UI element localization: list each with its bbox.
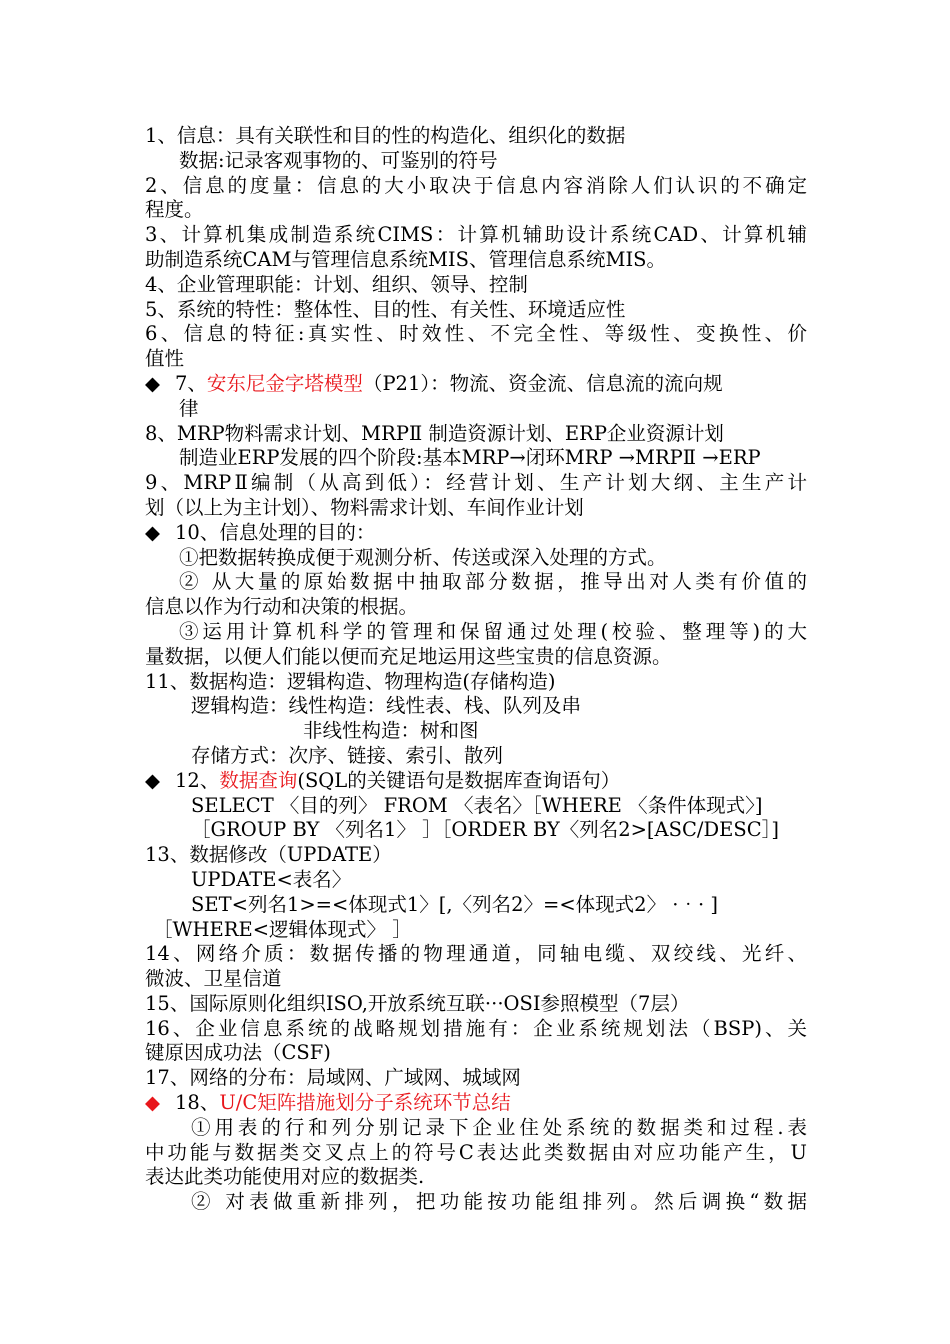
code-line: UPDATE<表名〉 <box>191 867 352 891</box>
text-line: 逻辑构造：线性构造：线性表、栈、队列及串 <box>191 694 582 718</box>
text-line: 信息以作为行动和决策的根据。 <box>145 595 419 619</box>
text-line: 中功能与数据类交叉点上的符号C表达此类数据由对应功能产生，U <box>145 1140 807 1164</box>
text-line: 微波、卫星信道 <box>145 967 282 991</box>
text-line: 键原因成功法（CSF) <box>145 1041 331 1065</box>
text-line: 5、系统的特性：整体性、目的性、有关性、环境适应性 <box>145 297 626 321</box>
text-line: 8、MRP物料需求计划、MRPⅡ 制造资源计划、ERP企业资源计划 <box>145 421 724 445</box>
text-line: 存储方式：次序、链接、索引、散列 <box>191 743 504 767</box>
text-line: 划（以上为主计划）、物料需求计划、车间作业计划 <box>145 495 584 519</box>
text-segment: 7、 <box>175 371 207 395</box>
bullet-line <box>145 1091 807 1116</box>
text-line: ①用表的行和列分别记录下企业住处系统的数据类和过程.表 <box>191 1115 807 1139</box>
text-line: 值性 <box>145 347 185 371</box>
text-line: 3、计算机集成制造系统CIMS：计算机辅助设计系统CAD、计算机辅 <box>145 223 807 247</box>
text-line: ② 对表做重新排列，把功能按功能组排列。然后调换“数据 <box>191 1190 807 1214</box>
text-line: 6、信息的特征:真实性、时效性、不完全性、等级性、变换性、价 <box>145 322 807 346</box>
text-line: 1、信息：具有关联性和目的性的构造化、组织化的数据 <box>145 124 626 147</box>
text-line: 4、企业管理职能：计划、组织、领导、控制 <box>145 272 528 296</box>
text-line: 律 <box>179 396 199 420</box>
highlighted-term: 数据查询 <box>219 768 298 792</box>
highlighted-term: 安东尼金字塔模型 <box>206 371 363 395</box>
code-line: SELECT 〈目的列〉 FROM 〈表名〉［WHERE 〈条件体现式〉] <box>191 793 763 817</box>
bullet-line <box>145 521 807 546</box>
text-segment: （P21）：物流、资金流、信息流的流向规 <box>362 371 723 395</box>
diamond-bullet-icon: ◆ <box>145 520 160 544</box>
text-line: 数据:记录客观事物的、可鉴别的符号 <box>179 148 498 172</box>
text-line: 14、网络介质：数据传播的物理通道，同轴电缆、双绞线、光纤、 <box>145 942 807 966</box>
text-segment: (SQL的关键语句是数据库查询语句） <box>297 768 621 792</box>
text-line: 15、国际原则化组织ISO,开放系统互联···OSI参照模型（7层） <box>145 991 690 1015</box>
bullet-line <box>145 769 807 794</box>
text-line: 非线性构造：树和图 <box>303 719 479 743</box>
text-line: 13、数据修改（UPDATE） <box>145 843 392 867</box>
text-line: 助制造系统CAM与管理信息系统MIS、管理信息系统MIS。 <box>145 247 667 271</box>
code-line: ［GROUP BY 〈列名1〉 ］［ORDER BY〈列名2>[ASC/DESC］] <box>191 818 779 842</box>
text-segment: 18、 <box>175 1091 220 1115</box>
highlighted-term: U/C矩阵措施划分子系统环节总结 <box>219 1091 511 1115</box>
diamond-bullet-icon: ◆ <box>145 1091 160 1115</box>
bullet-line <box>145 372 807 397</box>
text-line: 量数据，以便人们能以便而充足地运用这些宝贵的信息资源。 <box>145 644 672 668</box>
diamond-bullet-icon: ◆ <box>145 371 160 395</box>
text-line: 制造业ERP发展的四个阶段:基本MRP→闭环MRP →MRPⅡ →ERP <box>179 446 761 470</box>
code-line: ［WHERE<逻辑体现式〉 ］ <box>153 917 412 941</box>
text-line: ①把数据转换成便于观测分析、传送或深入处理的方式。 <box>179 545 667 569</box>
text-line: 程度。 <box>145 198 204 222</box>
text-line: 17、网络的分布：局域网、广域网、城域网 <box>145 1066 521 1090</box>
text-segment: 10、信息处理的目的： <box>175 520 376 544</box>
text-segment: 12、 <box>175 768 220 792</box>
diamond-bullet-icon: ◆ <box>145 768 160 792</box>
text-line: ③运用计算机科学的管理和保留通过处理(校验、整理等)的大 <box>179 619 807 643</box>
text-line: 2、信息的度量：信息的大小取决于信息内容消除人们认识的不确定 <box>145 173 807 197</box>
code-line: SET<列名1>=<体现式1〉[,〈列名2〉=<体现式2〉 ·‧· ] <box>191 892 718 916</box>
text-line: 表达此类功能使用对应的数据类. <box>145 1165 425 1189</box>
text-line: 11、数据构造：逻辑构造、物理构造(存储构造) <box>145 669 556 693</box>
text-line: 9、MRPⅡ编制（从高到低）：经营计划、生产计划大纲、主生产计 <box>145 471 807 495</box>
text-line: ② 从大量的原始数据中抽取部分数据，推导出对人类有价值的 <box>179 570 807 594</box>
document-page <box>145 124 807 1215</box>
text-line: 16、企业信息系统的战略规划措施有：企业系统规划法（BSP)、关 <box>145 1016 807 1040</box>
